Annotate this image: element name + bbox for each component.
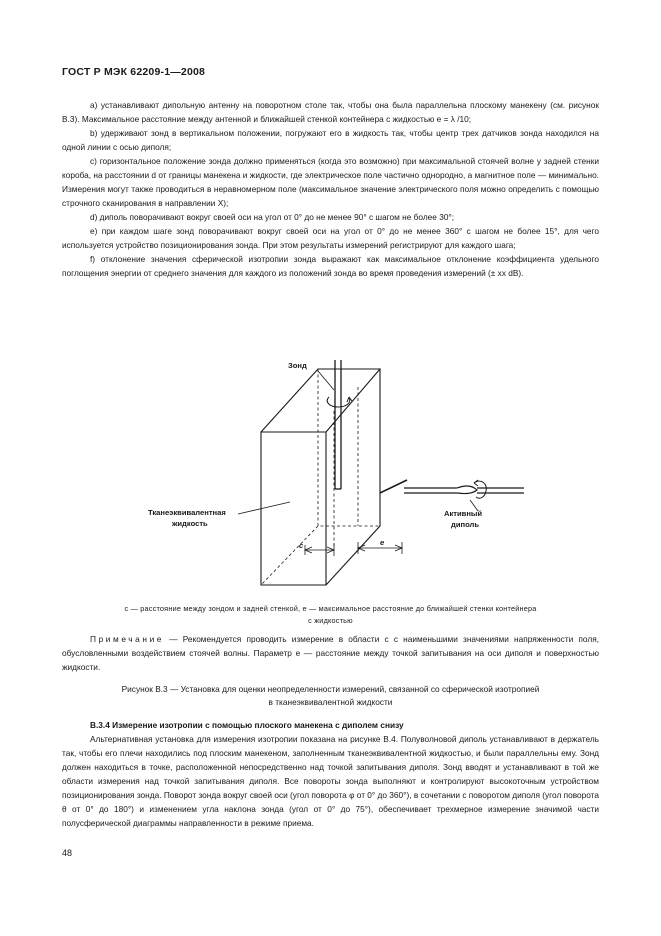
procedure-list xyxy=(62,98,599,280)
procedure-step-c: c) горизонтальное положение зонда должно применяться (когда это возможно) при максимальной стоячей волне у задней стенки короба, на расстоянии d от границы манекена и жидкости, где электрическое поле частично однородно, а магнитное поле — минимально. Измерения могут также проводиться в неравномерном поле (максимальное значение электрического поля можно определить с помощью строчного сканирования в направлении X); xyxy=(62,156,599,208)
subsection-text: Альтернативная установка для измерения изотропии показана на рисунке В.4. Полуволновой диполь устанавливают в держатель так, чтобы его плечи находились под плоским манекеном, заполненным тканеэквивалентной жидкостью, и были параллельны ему. Зонд должен находиться в точке, расположенной непосредственно над точкой запитывания диполя. Зонд вводят и устанавливают в той же области измерения над точкой запитывания диполя. Все повороты зонда выполняют и контролируют высокоточным устройством позиционирования зонда. Поворот зонда вокруг своей оси (угол поворота φ от 0° до 360°), в сочетании с поворотом диполя (угол поворота θ от 0° до 180°) и изменением угла наклона зонда (угол от 0° до 75°), обеспечивает трехмерное измерение значимой части полусферической диаграммы направленности в режиме приема. xyxy=(62,734,599,828)
tissue-label-leader xyxy=(238,502,290,514)
dipole-label-line2: диполь xyxy=(451,520,480,529)
figure-legend-line1: c — расстояние между зондом и задней стенкой, e — максимальное расстояние до ближайшей стенки контейнера xyxy=(124,604,537,613)
box-back-edges xyxy=(261,369,380,585)
dimension-c-label: c xyxy=(299,541,304,550)
procedure-step-a: a) устанавливают дипольную антенну на поворотном столе так, чтобы она была параллельна плоскому манекену (см. рисунок В.3). Максимальное расстояние между антенной и ближайшей стенкой контейнера с жидкостью e = λ /10; xyxy=(62,100,599,124)
probe-label-leader xyxy=(318,371,334,390)
procedure-step-e: e) при каждом шаге зонд поворачивают вокруг своей оси на угол от 0° до не менее 360° с шагом не более 15°, для чего используется устройство позиционирования зонда. При этом результаты измерений регистрируют для каждого шага; xyxy=(62,226,599,250)
box-top-face xyxy=(261,369,380,432)
figure-caption-line2: в тканеэквивалентной жидкости xyxy=(268,697,393,707)
figure-legend-line2: с жидкостью xyxy=(308,616,353,625)
probe-label: Зонд xyxy=(288,361,307,370)
procedure-step-f: f) отклонение значения сферической изотропии зонда выражают как максимальное отклонение коэффициента удельного поглощения энергии от среднего значения для каждого из положений зонда во время проведения измерений (± xx dB). xyxy=(62,254,599,278)
subsection-b34 xyxy=(62,718,599,830)
figure-b3-diagram xyxy=(62,352,599,602)
figure-b3 xyxy=(62,352,599,602)
figure-caption-line1: Рисунок В.3 — Установка для оценки неопределенности измерений, связанной со сферической изотропией xyxy=(121,684,540,694)
figure-note xyxy=(62,632,599,674)
dipole-element xyxy=(380,480,524,494)
note-text: — Рекомендуется проводить измерение в области с c наименьшими значениями напряженности поля, обусловленными воздействием стоячей волны. Параметр e — расстояние между точкой запитывания на оси диполя и поверхностью жидкости. xyxy=(62,634,599,672)
probe-rotation-arrow xyxy=(327,397,350,407)
figure-caption xyxy=(62,683,599,709)
dimension-c xyxy=(305,544,334,556)
box-inner-hidden-lines xyxy=(334,387,358,548)
subsection-heading: В.3.4 Измерение изотропии с помощью плоского манекена с диполем снизу xyxy=(90,720,404,730)
tissue-label-line1: Тканеэквивалентная xyxy=(148,508,226,517)
page-number: 48 xyxy=(62,848,73,858)
tissue-label-line2: жидкость xyxy=(172,519,208,528)
procedure-step-b: b) удерживают зонд в вертикальном положении, погружают его в жидкость так, чтобы центр трех датчиков зонда находился на одной линии с осью диполя; xyxy=(62,128,599,152)
document-header: ГОСТ Р МЭК 62209-1—2008 xyxy=(62,66,206,78)
box-front-face xyxy=(261,432,326,585)
figure-legend xyxy=(62,603,599,627)
dimension-e-label: e xyxy=(380,538,385,547)
probe-shaft xyxy=(335,360,341,489)
procedure-step-d: d) диполь поворачивают вокруг своей оси на угол от 0° до не менее 90° с шагом не более 30°; xyxy=(90,212,455,222)
dipole-label-line1: Активный xyxy=(444,509,483,518)
note-label: Примечание xyxy=(90,634,165,644)
